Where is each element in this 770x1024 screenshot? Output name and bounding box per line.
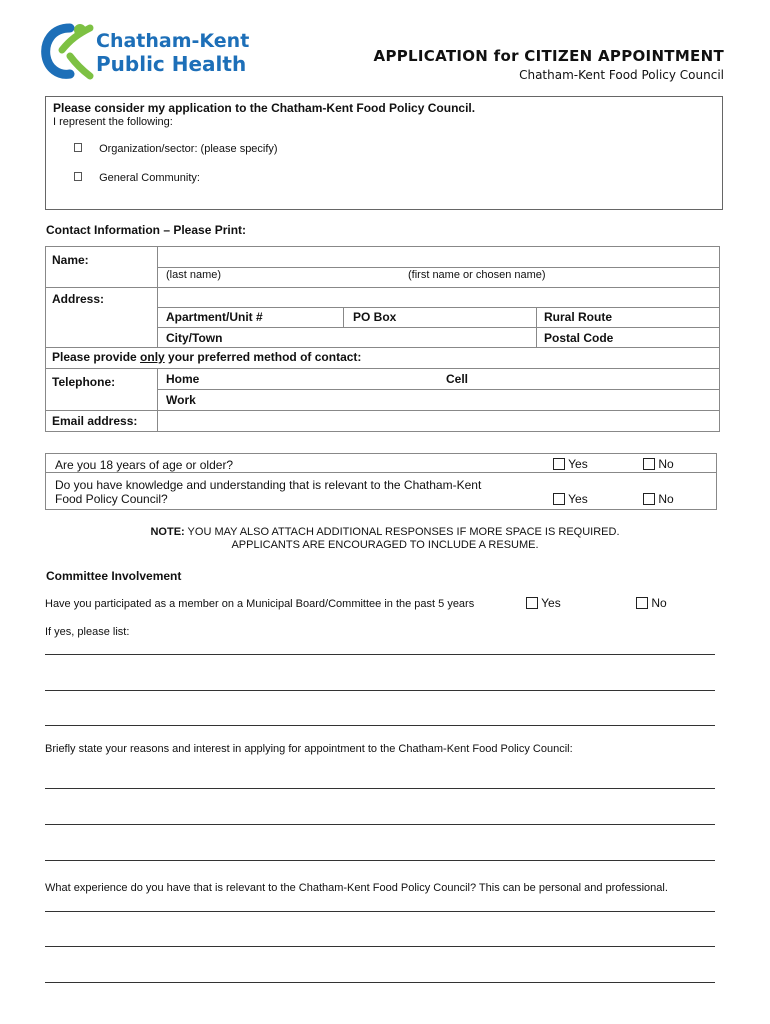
age-no-option[interactable]: No [643, 457, 674, 471]
knowledge-question: Do you have knowledge and understanding that is relevant to the Chatham-Kent Food Policy Council? [55, 478, 482, 506]
experience-line-2[interactable] [45, 946, 715, 947]
age-yes-option[interactable]: Yes [553, 457, 588, 471]
organization-checkbox[interactable] [74, 143, 82, 152]
committee-yes-option[interactable]: Yes [526, 596, 561, 610]
reasons-line-3[interactable] [45, 860, 715, 861]
general-community-checkbox[interactable] [74, 172, 82, 181]
experience-prompt: What experience do you have that is relevant to the Chatham-Kent Food Policy Council? This can be personal and professional. [45, 882, 668, 894]
contact-method-instruction: Please provide only your preferred method of contact: [52, 350, 362, 364]
committee-no-checkbox[interactable] [636, 597, 648, 609]
experience-line-1[interactable] [45, 911, 715, 912]
address-label: Address: [52, 292, 105, 306]
age-question: Are you 18 years of age or older? [55, 458, 234, 472]
contact-heading: Contact Information – Please Print: [46, 223, 247, 237]
representation-box [45, 96, 723, 210]
postal-code-label: Postal Code [544, 331, 614, 345]
committee-yes-checkbox[interactable] [526, 597, 538, 609]
option-general-community[interactable] [74, 172, 200, 184]
po-box-label: PO Box [353, 310, 397, 324]
city-label: City/Town [166, 331, 223, 345]
option-general-community-label: General Community: [99, 172, 200, 184]
email-field[interactable] [158, 411, 720, 432]
telephone-label: Telephone: [52, 375, 116, 389]
intro-sub: I represent the following: [53, 116, 173, 128]
age-no-checkbox[interactable] [643, 458, 655, 470]
committee-no-option[interactable]: No [636, 596, 667, 610]
knowledge-no-option[interactable]: No [643, 492, 674, 506]
reasons-prompt: Briefly state your reasons and interest in applying for appointment to the Chatham-Kent Food Policy Council: [45, 743, 573, 755]
reasons-line-1[interactable] [45, 788, 715, 789]
apartment-label: Apartment/Unit # [166, 310, 263, 324]
work-phone-label: Work [166, 393, 196, 407]
committee-question: Have you participated as a member on a Municipal Board/Committee in the past 5 years [45, 598, 475, 610]
knowledge-no-checkbox[interactable] [643, 493, 655, 505]
home-phone-label: Home [166, 372, 200, 386]
name-field[interactable] [158, 247, 720, 267]
age-yes-checkbox[interactable] [553, 458, 565, 470]
committee-list-line-3[interactable] [45, 725, 715, 726]
experience-line-3[interactable] [45, 982, 715, 983]
address-field[interactable] [158, 288, 720, 307]
committee-list-line-1[interactable] [45, 654, 715, 655]
reasons-line-2[interactable] [45, 824, 715, 825]
eligibility-table [45, 453, 717, 510]
committee-heading: Committee Involvement [46, 569, 182, 583]
name-label: Name: [52, 253, 89, 267]
rural-route-label: Rural Route [544, 310, 613, 324]
knowledge-yes-option[interactable]: Yes [553, 492, 588, 506]
email-label: Email address: [52, 414, 138, 428]
contact-table [45, 246, 720, 432]
logo-line2: Public Health [96, 52, 247, 76]
committee-list-prompt: If yes, please list: [45, 626, 130, 638]
page-title: APPLICATION for CITIZEN APPOINTMENT [373, 47, 724, 65]
page-subtitle: Chatham-Kent Food Policy Council [519, 68, 724, 82]
cell-phone-label: Cell [446, 372, 469, 386]
logo-mark-icon [40, 20, 98, 80]
first-name-label: (first name or chosen name) [408, 269, 546, 281]
logo-line1: Chatham-Kent [96, 30, 250, 52]
committee-list-line-2[interactable] [45, 690, 715, 691]
option-organization[interactable] [74, 143, 278, 155]
intro-heading: Please consider my application to the Chatham-Kent Food Policy Council. [53, 101, 476, 115]
note: NOTE: YOU MAY ALSO ATTACH ADDITIONAL RESPONSES IF MORE SPACE IS REQUIRED. APPLICANTS ARE ENCOURAGED TO INCLUDE A RESUME. [150, 526, 620, 551]
last-name-label: (last name) [166, 269, 222, 281]
knowledge-yes-checkbox[interactable] [553, 493, 565, 505]
option-organization-label: Organization/sector: (please specify) [99, 143, 278, 155]
